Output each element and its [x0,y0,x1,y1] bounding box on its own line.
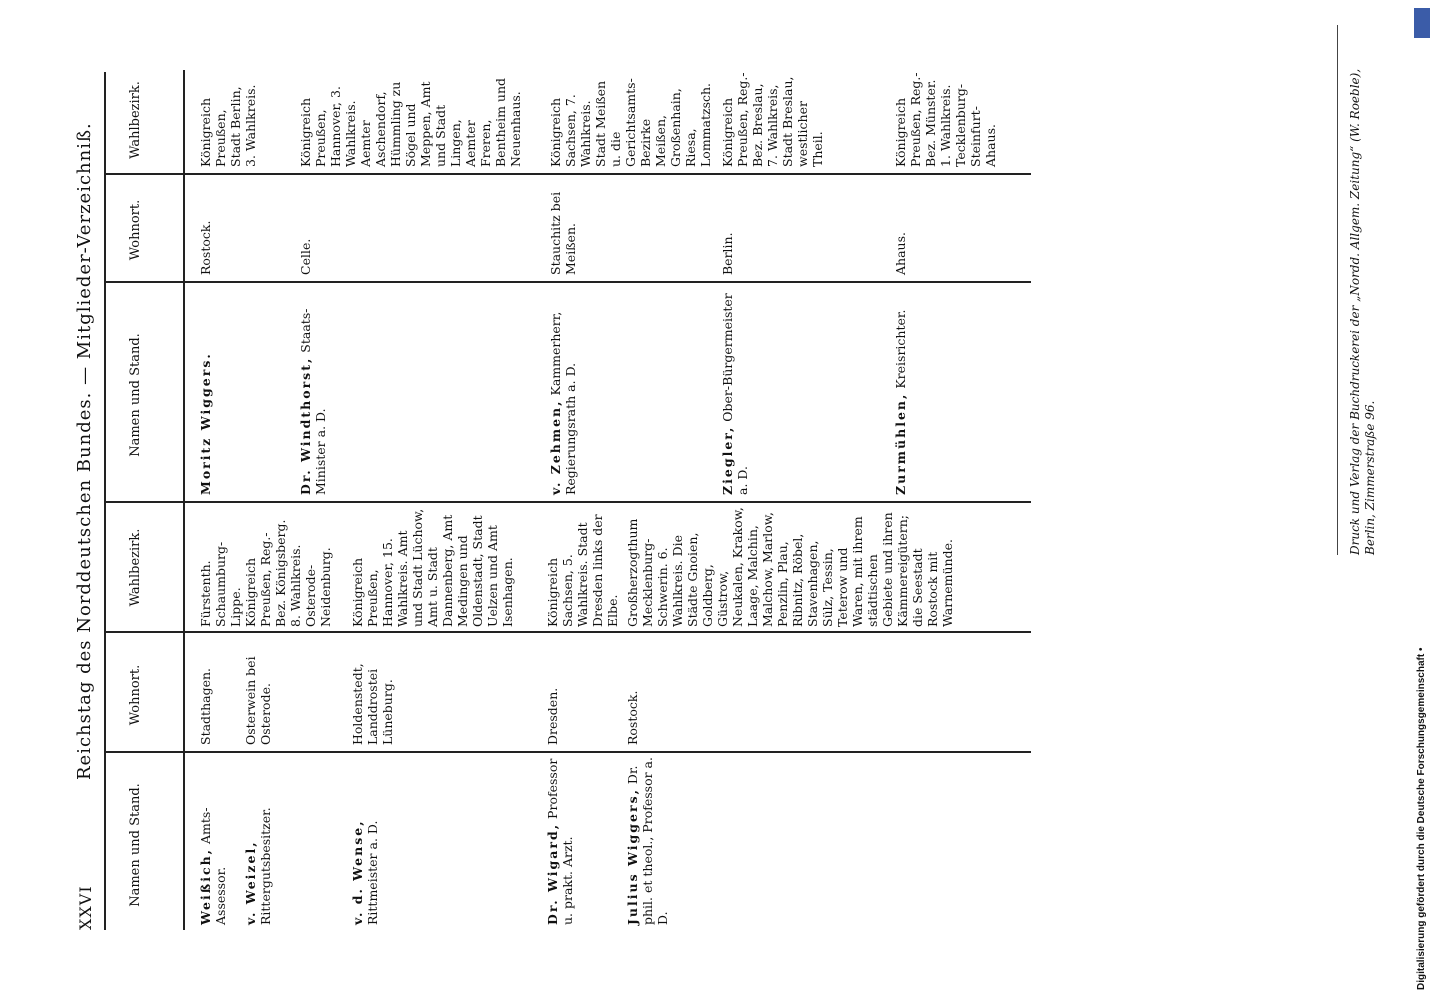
column-header-rule [183,70,185,930]
list-item-name: v. d. Wense, Rittmeister a. D. [350,819,380,925]
list-item-district: Großherzogthum Mecklenburg-Schwerin. 6. Wahlkreis. Die Städte Gnoien, Goldberg, Güstrow, Neukalen, Krakow, Laage, Malchin, Malchow, Marlow, Penzlin, Plau, Ribnitz, Röbel, Stavenhagen, Sülz, Tessin, Teterow und Waren, mit ihrem städtischen Gebiete und ihren Kämmereigütern; die Seestadt Rostock mit Warnemünde. [625,507,955,627]
list-item-name: Ziegler, Ober-Bürgermeister a. D. [720,293,750,495]
list-item-residence: Celle. [298,238,313,275]
column-rule [106,173,1031,175]
page-header [72,75,102,930]
imprint-footer: Druck und Verlag der Buchdruckerei der „Nordd. Allgem. Zeitung“ (W. Roeble), Berlin, Zimmerstraße 96. [1348,68,1377,555]
list-item-residence: Stadthagen. [198,668,213,745]
list-item-district: Königreich Preußen, Hannover, 15. Wahlkreis. Amt und Stadt Lüchow, Amt u. Stadt Dannenberg, Amt Medingen und Oldenstadt, Stadt Uelzen und Amt Isenhagen. [350,508,515,627]
list-item-residence: Dresden. [545,687,560,745]
digitization-attribution: Digitalisierung gefördert durch die Deutsche Forschungsgemeinschaft • [1416,647,1427,990]
list-item-district: Königreich Preußen, Reg.-Bez. Breslau, 7. Wahlkreis, Stadt Breslau, westlicher Theil. [720,72,825,167]
list-item-residence: Rostock. [625,690,640,745]
col-header-district-right: Wahlbezirk. [128,81,143,159]
list-item-district: Königreich Preußen, Reg.-Bez. Königsberg. 8. Wahlkreis. Osterode-Neidenburg. [243,519,333,627]
list-item-name: Weißich, Amts-Assessor. [198,807,228,925]
column-rule [106,501,1031,503]
col-header-residence-left: Wohnort. [128,664,143,726]
list-item-residence: Osterwein bei Osterode. [243,656,273,745]
list-item-residence: Berlin. [720,232,735,275]
list-item-name: Zurmühlen, Kreisrichter. [893,309,908,495]
list-item-residence: Rostock. [198,220,213,275]
footer-rule [1337,25,1338,555]
list-item-name: Moritz Wiggers. [198,352,213,495]
list-item-name: v. Zehmen, Kammerherr, Regierungsrath a. D. [548,311,578,495]
list-item-name: Dr. Windthorst, Staats-Minister a. D. [298,308,328,495]
page-title: Reichstag des Norddeutschen Bundes. — Mitglieder-Verzeichniß. [74,122,95,780]
list-item-district: Fürstenth. Schaumburg-Lippe. [198,541,243,627]
list-item-district: Königreich Preußen, Stadt Berlin, 3. Wahlkreis. [198,84,258,167]
column-rule [106,751,1031,753]
list-item-district: Königreich Preußen, Hannover, 3. Wahlkreis. Aemter Aschendorf, Hümmling zu Sögel und Meppen, Amt und Stadt Lingen, Aemter Freren, Bentheim und Neuenhaus. [298,77,523,167]
list-item-district: Königreich Sachsen, 5. Wahlkreis. Stadt Dresden links der Elbe. [545,514,620,627]
list-item-name: Julius Wiggers, Dr. phil. et theol., Professor a. D. [625,757,670,925]
list-item-name: v. Weizel, Rittergutsbesitzer. [243,807,273,925]
list-item-district: Königreich Preußen, Reg.-Bez. Münster. 1. Wahlkreis. Tecklenburg-Steinfurt-Ahaus. [893,72,998,167]
col-header-district-left: Wahlbezirk. [128,528,143,607]
page-number: XXVI [76,885,95,930]
col-header-name-left: Namen und Stand. [128,783,143,907]
col-header-name-right: Namen und Stand. [128,333,143,457]
list-item-district: Königreich Sachsen, 7. Wahlkreis. Stadt Meißen u. die Gerichtsamts-Bezirke Meißen, Großenhain, Riesa, Lommatzsch. [548,78,713,167]
list-item-name: Dr. Wigard, Professor u. prakt. Arzt. [545,758,575,925]
list-item-residence: Holdenstedt, Landdrostei Lüneburg. [350,663,395,745]
column-rule [106,631,1031,633]
list-item-residence: Ahaus. [893,232,908,275]
column-rule [106,281,1031,283]
dfg-logo [1414,8,1430,38]
list-item-residence: Stauchitz bei Meißen. [548,191,578,275]
col-header-residence-right: Wohnort. [128,199,143,261]
